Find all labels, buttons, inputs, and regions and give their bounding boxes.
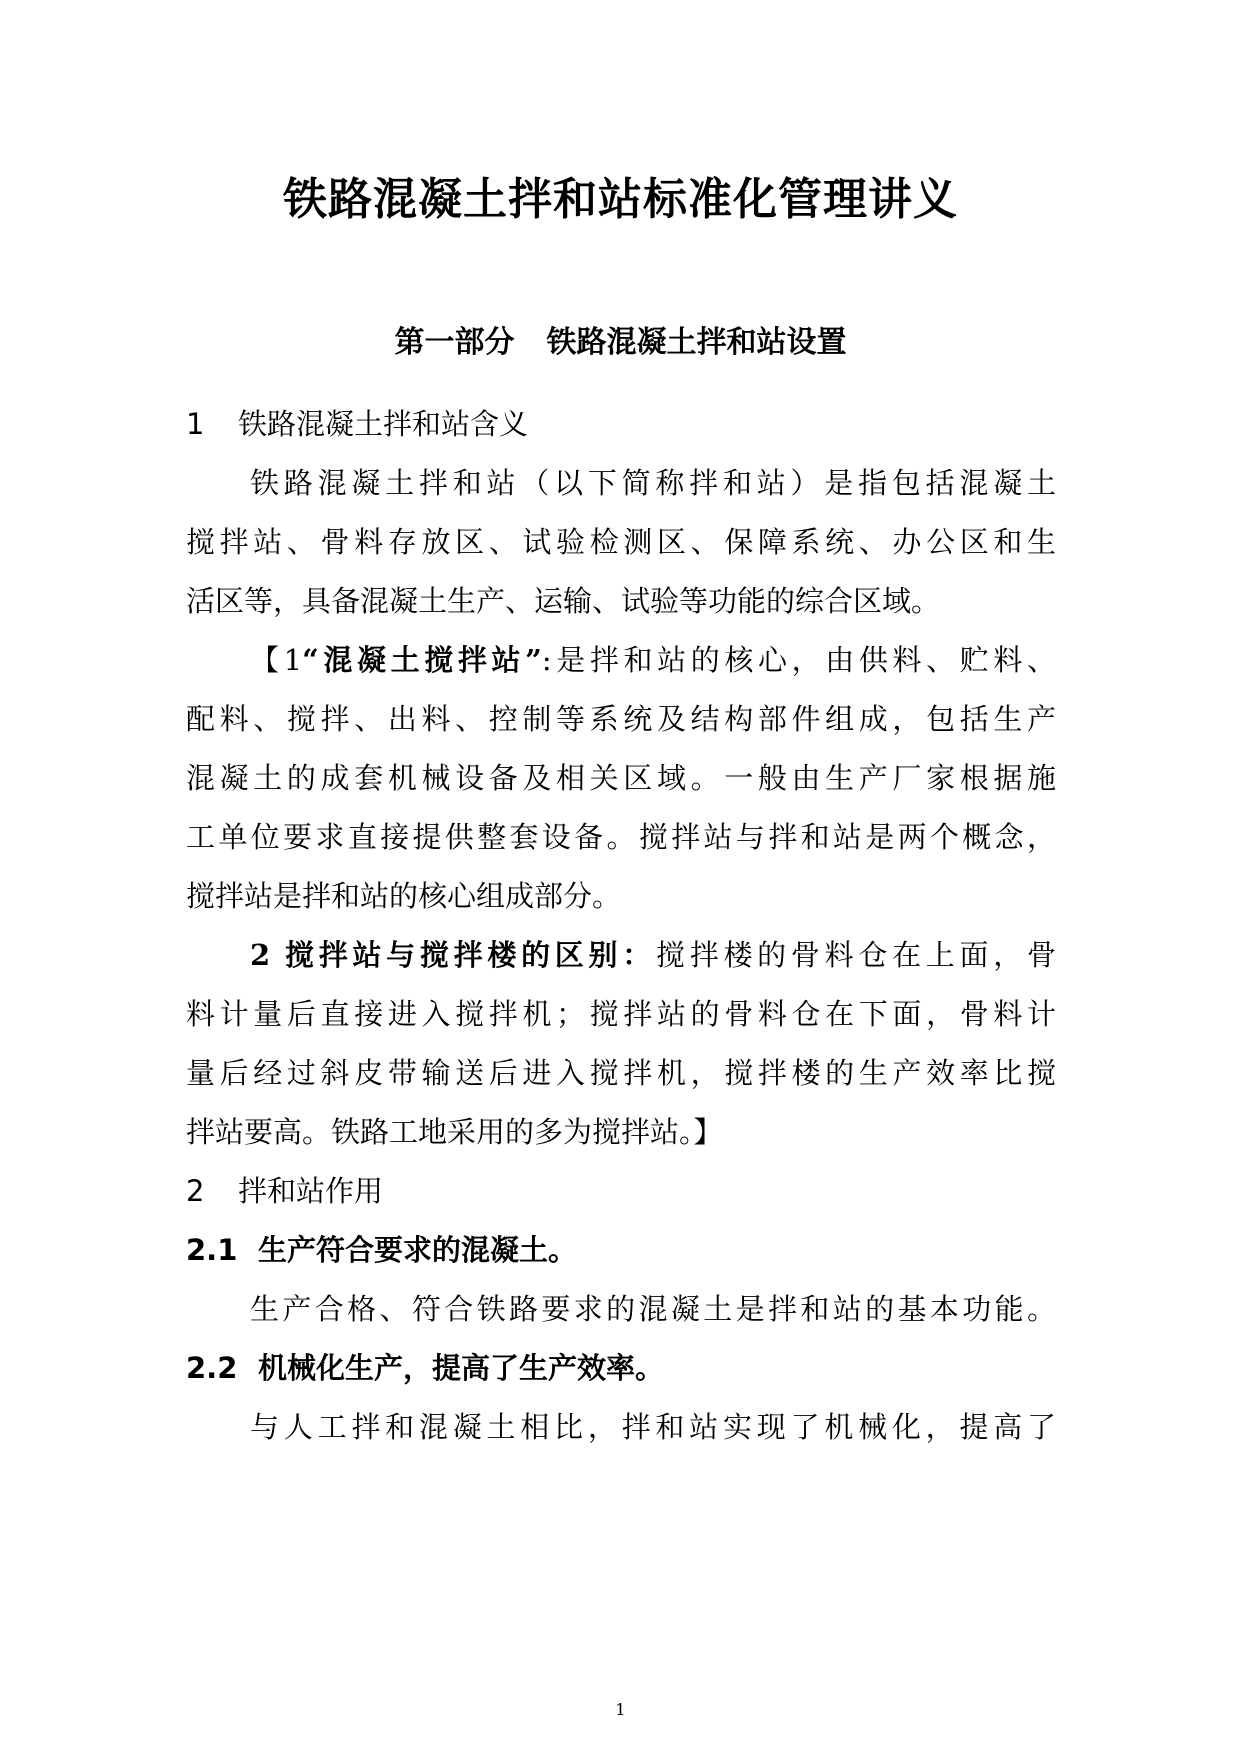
subsection-title: 机械化生产，提高了生产效率。 bbox=[258, 1351, 665, 1385]
section-number: 2 bbox=[186, 1174, 205, 1208]
section-1-heading bbox=[186, 402, 1056, 446]
note-text: :是拌和站的核心，由供料、贮料、 bbox=[541, 643, 1056, 677]
note-term: 2 搅拌站与搅拌楼的区别： bbox=[250, 938, 656, 972]
paragraph-line: 与人工拌和混凝土相比，拌和站实现了机械化，提高了 bbox=[250, 1410, 1056, 1444]
paragraph-line: 量后经过斜皮带输送后进入搅拌机，搅拌楼的生产效率比搅 bbox=[186, 1056, 1056, 1090]
section-title: 拌和站作用 bbox=[238, 1174, 384, 1208]
paragraph-line: 配料、搅拌、出料、控制等系统及结构部件组成，包括生产 bbox=[186, 702, 1056, 736]
note-bracket-open: 【1 bbox=[250, 643, 303, 677]
part-heading bbox=[0, 323, 1241, 363]
subsection-number: 2.1 bbox=[186, 1233, 238, 1267]
part-number: 第一部分 bbox=[394, 325, 515, 360]
part-title: 铁路混凝土拌和站设置 bbox=[546, 325, 847, 360]
section-2-heading bbox=[186, 1169, 1056, 1213]
paragraph-line: 搅拌站、骨料存放区、试验检测区、保障系统、办公区和生 bbox=[186, 525, 1056, 559]
paragraph-line: 料计量后直接进入搅拌机；搅拌站的骨料仓在下面，骨料计 bbox=[186, 997, 1056, 1031]
note-text: 搅拌楼的骨料仓在上面，骨 bbox=[656, 938, 1056, 972]
subsection-title: 生产符合要求的混凝土。 bbox=[258, 1233, 578, 1267]
section-number: 1 bbox=[186, 407, 205, 441]
subsection-2-2-heading bbox=[186, 1346, 1056, 1390]
note-term: “混凝土搅拌站” bbox=[302, 643, 542, 677]
paragraph-line: 活区等，具备混凝土生产、运输、试验等功能的综合区域。 bbox=[186, 584, 941, 618]
paragraph-line: 工单位要求直接提供整套设备。搅拌站与拌和站是两个概念， bbox=[186, 820, 1056, 854]
paragraph-line: 铁路混凝土拌和站（以下简称拌和站）是指包括混凝土 bbox=[250, 466, 1056, 500]
paragraph-line: 拌站要高。铁路工地采用的多为搅拌站。】 bbox=[186, 1115, 723, 1149]
subsection-2-1-heading bbox=[186, 1228, 1056, 1272]
document-title: 铁路混凝土拌和站标准化管理讲义 bbox=[283, 174, 958, 225]
page-number: 1 bbox=[615, 1700, 626, 1719]
note-1-first-line bbox=[186, 638, 1056, 682]
subsection-number: 2.2 bbox=[186, 1351, 238, 1385]
paragraph-line: 混凝土的成套机械设备及相关区域。一般由生产厂家根据施 bbox=[186, 761, 1056, 795]
note-2-first-line bbox=[186, 933, 1056, 977]
paragraph-line: 搅拌站是拌和站的核心组成部分。 bbox=[186, 879, 622, 913]
section-title: 铁路混凝土拌和站含义 bbox=[238, 407, 529, 441]
paragraph-line: 生产合格、符合铁路要求的混凝土是拌和站的基本功能。 bbox=[250, 1292, 1056, 1326]
